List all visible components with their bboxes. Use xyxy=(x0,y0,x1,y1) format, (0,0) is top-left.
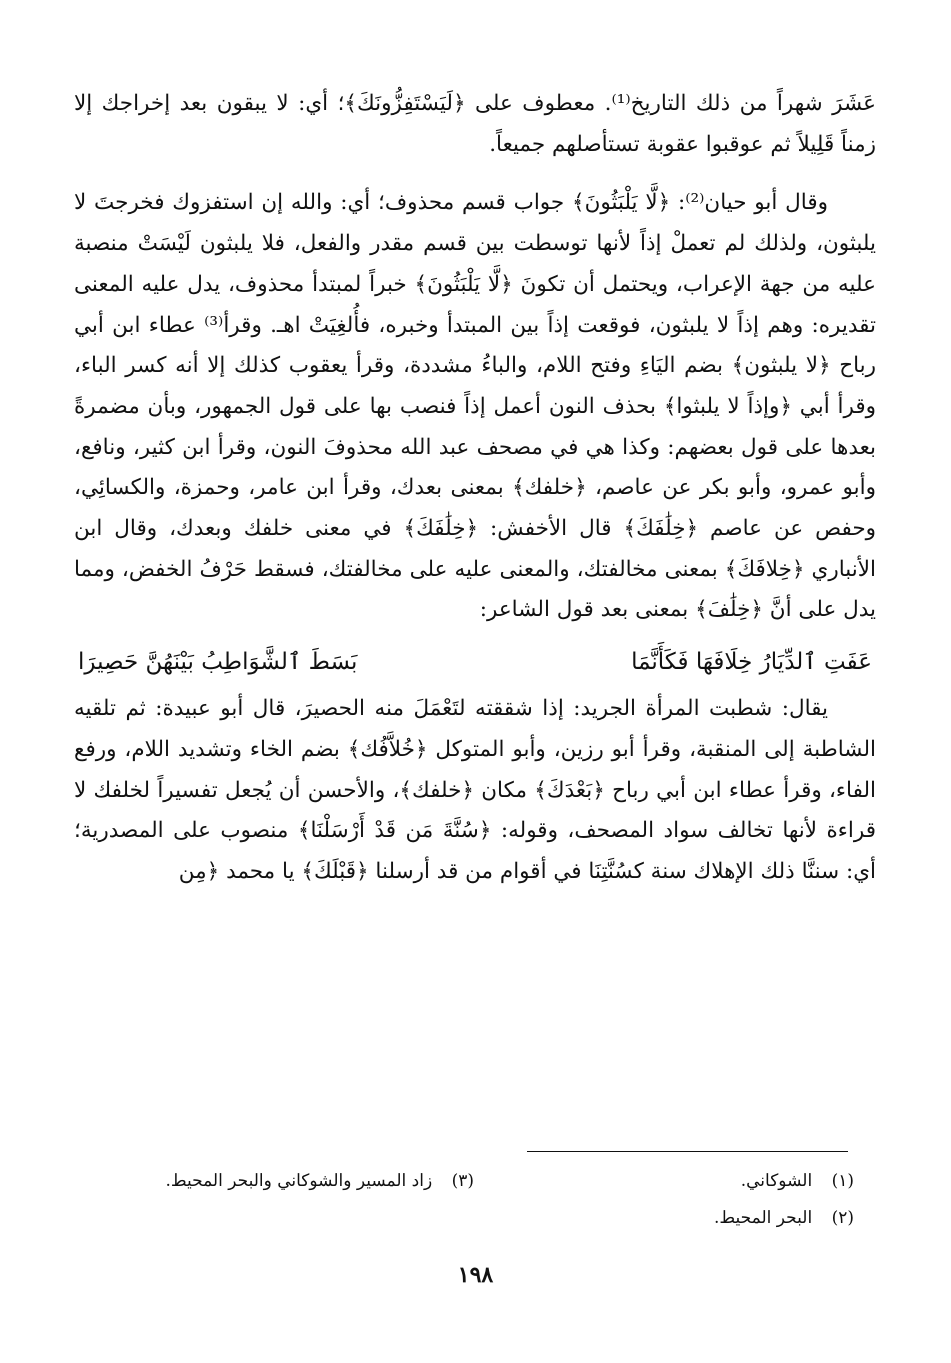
footnote-1-text: الشوكاني. xyxy=(740,1171,813,1191)
paragraph-1: عَشَرَ شهراً من ذلك التاريخ⁽¹⁾. معطوف على ﴿لَيَسْتَفِزُّونَكَ﴾؛ أي: لا يبقون بعد إخراجك إلا زمناً قَلِيلاً ثم عوقبوا عقوبة تستأصلهم جميعاً. xyxy=(74,91,876,157)
footnote-2 xyxy=(474,1200,854,1237)
page-body xyxy=(74,84,876,893)
footnote-2-text: البحر المحيط. xyxy=(714,1208,813,1228)
footnote-3 xyxy=(165,1163,474,1200)
footnote-3-text: زاد المسير والشوكاني والبحر المحيط. xyxy=(165,1171,433,1191)
footnotes xyxy=(74,1163,854,1237)
footnote-1-number: (١) xyxy=(831,1171,854,1191)
footnote-row-2 xyxy=(74,1200,854,1237)
footnote-1 xyxy=(474,1163,854,1200)
poetry-verse xyxy=(74,641,876,683)
footnote-2-number: (٢) xyxy=(831,1208,854,1228)
verse-second-hemistich: بَسَطَ ٱلشَّوَاطِبُ بَيْنَهُنَّ حَصِيرَا xyxy=(78,649,358,676)
page-number: ١٩٨ xyxy=(457,1262,494,1288)
verse-first-hemistich: عَفَتِ ٱلدِّيَارُ خِلَافَهَا فَكَأَنَّمَا xyxy=(631,649,872,676)
footnote-3-number: (٣) xyxy=(451,1171,474,1191)
footnote-divider xyxy=(527,1151,848,1152)
footnote-row-1 xyxy=(74,1163,854,1200)
paragraph-3: يقال: شطبت المرأة الجريد: إذا شققته لتَعْمَلَ منه الحصيرَ، قال أبو عبيدة: ثم تلقيه الشاطبة إلى المنقبة، وقرأ أبو رزين، وأبو المتوكل ﴿خُلاَّفُك﴾ بضم الخاء وتشديد اللام، ورفع الفاء، وقرأ عطاء ابن أبي رباح ﴿بَعْدَكَ﴾ مكان ﴿خلفك﴾، والأحسن أن يُجعل تفسيراً لخلفك لا قراءة لأنها تخالف سواد المصحف، وقوله: ﴿سُنَّةَ مَن قَدْ أَرْسَلْنَا﴾ منصوب على المصدرية؛ أي: سننَّا ذلك الإهلاك سنة كسُنَّتِنَا في أقوام من قد أرسلنا ﴿قَبْلَكَ﴾ يا محمد ﴿مِن xyxy=(74,696,876,884)
paragraph-2: وقال أبو حيان⁽²⁾: ﴿لَّا يَلْبَثُونَ﴾ جواب قسم محذوف؛ أي: والله إن استفزوك فخرجتَ لا يلبثون، ولذلك لم تعملْ إذاً لأنها توسطت بين قسم مقدر والفعل، فلا يلبثون لَيْسَتْ منصبة عليه من جهة الإعراب، ويحتمل أن تكونَ ﴿لَّا يَلْبَثُونَ﴾ خبراً لمبتدأ محذوف، يدل عليه المعنى تقديره: وهم إذاً لا يلبثون، فوقعت إذاً بين المبتدأ وخبره، فأُلغِيَتْ اهـ. وقرأ⁽³⁾ عطاء ابن أبي رباح ﴿لا يلبثون﴾ بضم اليَاءِ وفتح اللام، والباءُ مشددة، وقرأ يعقوب كذلك إلا أنه كسر الباء، وقرأ أبي ﴿وإذاً لا يلبثوا﴾ بحذف النون أعمل إذاً فنصب بها على قول الجمهور، وبأن مضمرةً بعدها على قول بعضهم: وكذا هي في مصحف عبد الله محذوفَ النون، وقرأ ابن كثير، ونافع، وأبو عمرو، وأبو بكر عن عاصم، ﴿خلفك﴾ بمعنى بعدك، وقرأ ابن عامر، وحمزة، والكسائِي، وحفص عن عاصم ﴿خِلَٰفَكَ﴾ قال الأخفش: ﴿خِلَٰفَكَ﴾ في معنى خلفك وبعدك، وقال ابن الأنباري ﴿خِلافَكَ﴾ بمعنى مخالفتك، والمعنى عليه على مخالفتك، فسقط حَرْفُ الخفض، ومما يدل على أنَّ ﴿خِلَٰفَ﴾ بمعنى بعد قول الشاعر: xyxy=(74,190,876,623)
